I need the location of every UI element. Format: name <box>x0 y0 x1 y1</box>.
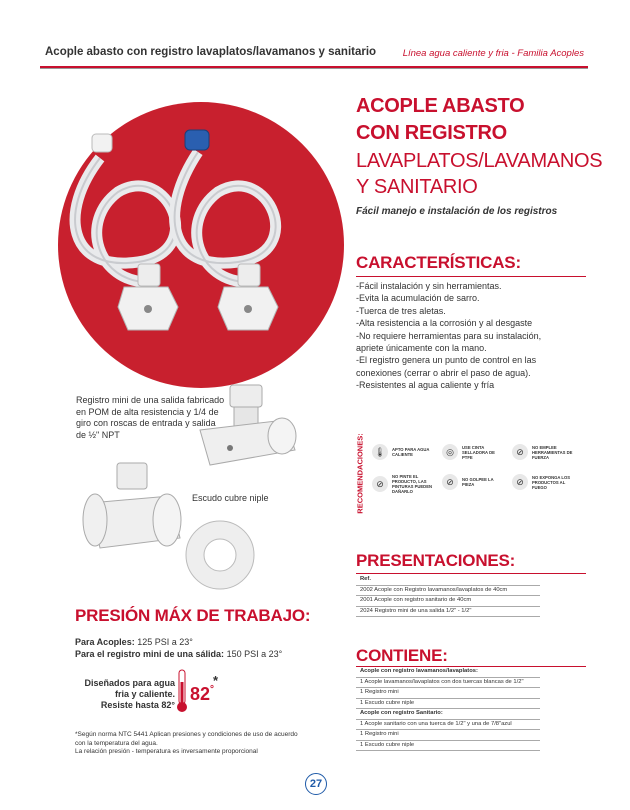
temp-number: 82 <box>190 684 211 704</box>
table-header: Ref. <box>356 575 540 586</box>
feature-item: -Alta resistencia a la corrosión y al desgaste <box>356 318 533 329</box>
table-row: 1 Acople sanitario con una tuerca de 1/2" y una de 7/8"azul <box>356 720 540 731</box>
feature-item: -Evita la acumulación de sarro. <box>356 293 480 304</box>
rec-item <box>442 444 504 460</box>
design-line: fria y caliente. <box>114 689 175 699</box>
product-title-regular <box>356 148 602 200</box>
product-subtitle: Fácil manejo e instalación de los registros <box>356 206 558 217</box>
table-row: 2024 Registro mini de una salida 1/2" - 1/2" <box>356 607 540 618</box>
rec-item <box>512 444 574 460</box>
contiene-title: CONTIENE: <box>356 646 448 665</box>
footnote-line: con la temperatura del agua. <box>75 739 158 747</box>
temp-degree: ° <box>210 684 215 695</box>
thermometer-icon <box>175 668 189 714</box>
presentaciones-divider <box>356 573 586 574</box>
paint-icon: ⊘ <box>372 476 388 492</box>
rec-item <box>442 474 504 490</box>
design-text <box>75 678 175 711</box>
recomendaciones-grid <box>372 444 592 504</box>
escudo-caption: Escudo cubre niple <box>192 493 269 503</box>
contiene-table <box>356 667 540 751</box>
table-row: 1 Registro mini <box>356 730 540 741</box>
tape-icon: ◎ <box>442 444 458 460</box>
caracteristicas-divider <box>356 276 586 277</box>
table-row: 1 Registro mini <box>356 688 540 699</box>
escudo-image <box>180 515 260 595</box>
feature-item: conexiones (cerrar o abrir el paso de agua). <box>356 367 531 378</box>
caracteristicas-title: CARACTERÍSTICAS: <box>356 253 521 272</box>
design-line: Resiste hasta 82° <box>100 700 175 710</box>
presion-line-1 <box>75 636 282 648</box>
rec-item <box>372 474 434 494</box>
fire-icon: ⊘ <box>512 474 528 490</box>
product-hoses-image <box>58 102 344 388</box>
presion-title: PRESIÓN MÁX DE TRABAJO: <box>75 606 311 625</box>
title-line-3: LAVAPLATOS/LAVAMANOS <box>356 150 603 172</box>
footnote-line: La relación presión - temperatura es inversamente proporcional <box>75 748 258 755</box>
presion-label: Para Acoples: <box>75 637 135 647</box>
thermometer-icon: 🌡 <box>372 444 388 460</box>
hammer-icon: ⊘ <box>442 474 458 490</box>
table-row: 1 Acople lavamanos/lavaplatos con dos tuercas blancas de 1/2" <box>356 678 540 689</box>
table-row: 1 Escudo cubre niple <box>356 699 540 710</box>
asterisk: * <box>213 673 219 688</box>
title-line-4: Y SANITARIO <box>356 176 478 198</box>
rec-text: NO GOLPEE LA PIEZA <box>462 477 494 487</box>
rec-item <box>372 444 434 460</box>
design-line: Diseñados para agua <box>84 678 175 688</box>
presion-value: 125 PSI a 23° <box>134 637 193 647</box>
presion-value: 150 PSI a 23° <box>224 649 283 659</box>
title-line-2: CON REGISTRO <box>356 122 507 144</box>
header-left-title: Acople abasto con registro lavaplatos/lavamanos y sanitario <box>45 46 377 58</box>
rec-text: NO PINTE EL PRODUCTO, LAS PINTURAS PUEDEN DAÑARLO <box>392 474 433 494</box>
registro-caption: Registro mini de una salida fabricado en POM de alta resistencia y 1/4 de giro con roscas de entrada y salida de ½" NPT <box>76 395 225 440</box>
header-divider-thin <box>40 68 588 69</box>
recomendaciones-label <box>350 433 370 523</box>
table-row: 2002 Acople con Registro lavamanos/lavaplatos de 40cm <box>356 586 540 597</box>
table-row: Acople con registro Sanitario: <box>356 709 540 720</box>
footnote-line: *Según norma NTC 5441 Aplican presiones y condiciones de uso de acuerdo <box>75 731 298 738</box>
title-line-1: ACOPLE ABASTO <box>356 95 525 117</box>
feature-item: -Resistentes al agua caliente y fría <box>356 380 495 391</box>
rec-text: APTO PARA AGUA CALIENTE <box>392 447 430 457</box>
wrench-icon: ⊘ <box>512 444 528 460</box>
presentaciones-title: PRESENTACIONES: <box>356 551 516 570</box>
rec-text: NO EMPLEE HERRAMIENTAS DE FUERZA <box>532 444 573 460</box>
table-row: Acople con registro lavamanos/lavaplatos: <box>356 667 540 678</box>
presion-line-2 <box>75 648 282 660</box>
rec-text: NO EXPONGA LOS PRODUCTOS AL FUEGO <box>532 474 571 490</box>
presion-label: Para el registro mini de una sálida: <box>75 649 225 659</box>
page-number: 27 <box>305 773 327 795</box>
registro-mini-image-2 <box>75 458 185 578</box>
caracteristicas-list <box>356 280 541 392</box>
header-right-title: Línea agua caliente y fria - Familia Acoples <box>402 48 584 59</box>
temp-value <box>190 684 214 705</box>
feature-item: -No requiere herramientas para su instalación, <box>356 330 542 341</box>
feature-item: -Fácil instalación y sin herramientas. <box>356 281 502 291</box>
presentaciones-table <box>356 575 540 617</box>
recomendaciones-label-text: RECOMENDACIONES: <box>355 433 365 514</box>
presion-lines <box>75 636 282 660</box>
rec-text: USE CINTA SELLADORA DE PTFE <box>462 444 495 460</box>
product-title-bold <box>356 93 524 147</box>
feature-item: -Tuerca de tres aletas. <box>356 305 446 316</box>
feature-item: apriete únicamente con la mano. <box>356 343 487 354</box>
feature-item: -El registro genera un punto de control en las <box>356 355 537 366</box>
rec-item <box>512 474 574 490</box>
table-row: 2001 Acople con registro sanitario de 40cm <box>356 596 540 607</box>
table-row: 1 Escudo cubre niple <box>356 741 540 752</box>
footnote <box>75 731 298 757</box>
